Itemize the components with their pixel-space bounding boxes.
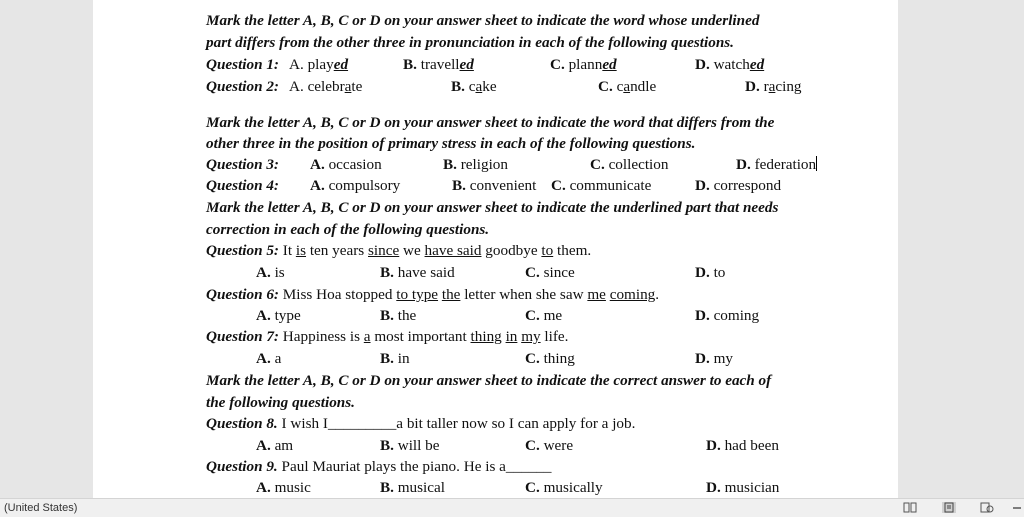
question-8 [93, 413, 898, 435]
question-4 [93, 175, 898, 197]
question-label: Question 4: [206, 177, 279, 194]
read-mode-icon[interactable] [903, 502, 917, 513]
question-label: Question 1: [206, 56, 279, 73]
option-a: A. occasion [310, 156, 382, 173]
instruction-correction-line1: Mark the letter A, B, C or D on your answer sheet to indicate the underlined part that needs [206, 199, 779, 216]
status-bar [0, 498, 1024, 517]
option-d: D. to [695, 264, 726, 281]
option-c: C. communicate [551, 177, 652, 194]
language-indicator[interactable]: (United States) [4, 502, 78, 514]
option-a: A. am [256, 437, 294, 454]
option-c: C. were [525, 437, 574, 454]
question-1 [93, 54, 898, 76]
option-c: C. musically [525, 479, 603, 496]
question-6 [93, 284, 898, 306]
web-layout-icon[interactable] [980, 502, 994, 513]
document-page [93, 0, 898, 498]
option-b: B. in [380, 350, 410, 367]
text-cursor [816, 156, 817, 171]
question-5 [93, 240, 898, 262]
question-stem: Question 7: Happiness is a most important thing in my life. [206, 328, 569, 345]
question-label: Question 3: [206, 156, 279, 173]
print-layout-icon[interactable] [942, 502, 956, 513]
question-7-options [93, 348, 898, 370]
option-d: D. watched [695, 56, 765, 73]
question-stem: Question 6: Miss Hoa stopped to type the letter when she saw me coming. [206, 286, 660, 303]
answer-blank: _________ [327, 415, 397, 432]
option-b: B. cake [451, 78, 497, 95]
question-7 [93, 326, 898, 348]
option-d: D. musician [706, 479, 780, 496]
option-c: C. collection [590, 156, 669, 173]
option-b: B. convenient [452, 177, 537, 194]
question-6-options [93, 305, 898, 327]
option-b: B. have said [380, 264, 455, 281]
zoom-out-icon[interactable] [1010, 502, 1024, 513]
option-a: A. a [256, 350, 282, 367]
option-a: A. played [289, 56, 349, 73]
question-stem: Question 9. Paul Mauriat plays the piano. He is a______ [206, 458, 552, 475]
instruction-pronunciation-line2: part differs from the other three in pronunciation in each of the following questions. [206, 34, 734, 51]
option-a: A. type [256, 307, 301, 324]
question-stem: Question 5: It is ten years since we have said goodbye to them. [206, 242, 592, 259]
option-d: D. my [695, 350, 733, 367]
answer-blank: ______ [505, 458, 552, 475]
option-a: A. compulsory [310, 177, 401, 194]
question-9 [93, 456, 898, 478]
option-c: C. candle [598, 78, 657, 95]
option-c: C. me [525, 307, 563, 324]
instruction-stress-line2: other three in the position of primary stress in each of the following questions. [206, 135, 696, 152]
option-b: B. will be [380, 437, 440, 454]
option-c: C. since [525, 264, 575, 281]
instruction-correction-line2: correction in each of the following questions. [206, 221, 490, 238]
question-9-options [93, 477, 898, 498]
option-b: B. the [380, 307, 417, 324]
option-b: B. musical [380, 479, 445, 496]
option-d: D. racing [745, 78, 802, 95]
instruction-stress-line1: Mark the letter A, B, C or D on your answer sheet to indicate the word that differs from the [206, 114, 775, 131]
option-c: C. thing [525, 350, 575, 367]
option-b: B. religion [443, 156, 508, 173]
option-d: D. had been [706, 437, 779, 454]
question-5-options [93, 262, 898, 284]
question-8-options [93, 435, 898, 457]
option-b: B. travelled [403, 56, 474, 73]
option-d: D. federation [736, 156, 817, 173]
instruction-correct-answer-line2: the following questions. [206, 394, 355, 411]
option-c: C. planned [550, 56, 617, 73]
option-a: A. celebrate [289, 78, 363, 95]
instruction-pronunciation-line1: Mark the letter A, B, C or D on your answer sheet to indicate the word whose underlined [206, 12, 760, 29]
option-a: A. music [256, 479, 311, 496]
option-d: D. correspond [695, 177, 782, 194]
option-d: D. coming [695, 307, 760, 324]
instruction-correct-answer-line1: Mark the letter A, B, C or D on your answer sheet to indicate the correct answer to each of [206, 372, 772, 389]
option-a: A. is [256, 264, 285, 281]
question-2 [93, 76, 898, 98]
question-label: Question 2: [206, 78, 279, 95]
question-3 [93, 154, 898, 176]
question-stem: Question 8. I wish I_________a bit taller now so I can apply for a job. [206, 415, 636, 432]
